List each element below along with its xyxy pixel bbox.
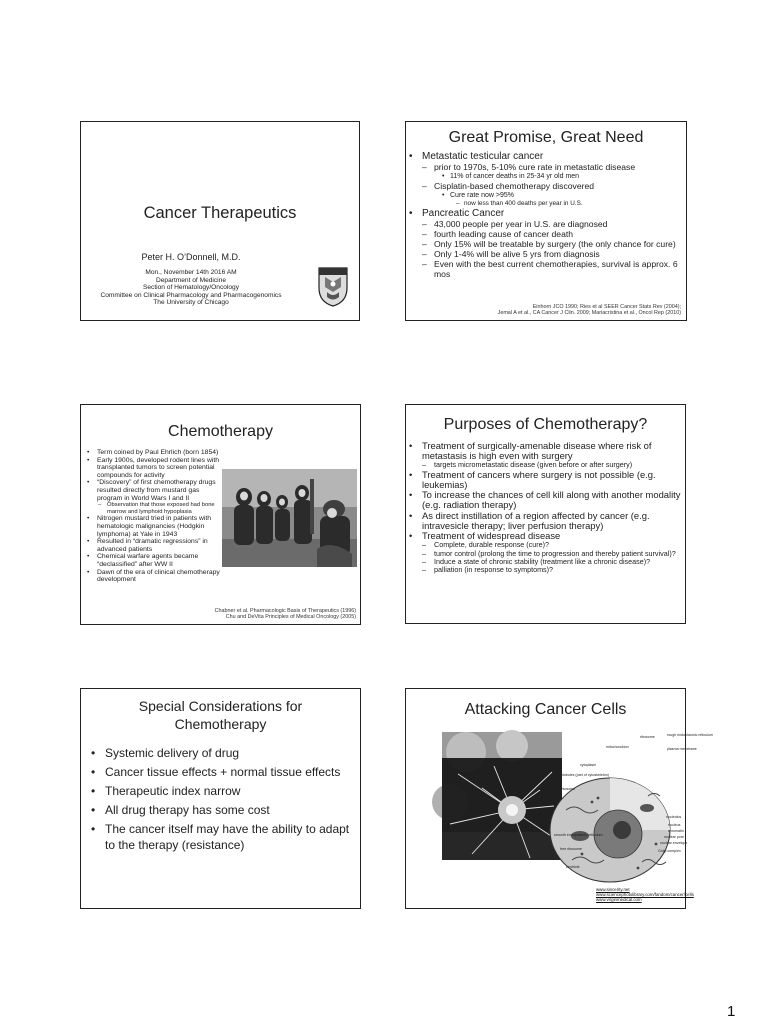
bullet-item: • Treatment of cancers where surgery is not possible (e.g. leukemias) [406, 470, 685, 490]
bullet-item: • All drug therapy has some cost [81, 802, 360, 818]
slide-title-text [81, 697, 360, 733]
bullet-item: – now less than 400 deaths per year in U.S. [406, 200, 686, 208]
bullet-item: – prior to 1970s, 5-10% cure rate in metastatic disease [406, 162, 686, 172]
label-nuclear-envelope: nuclear envelope [660, 841, 688, 845]
title-line: Special Considerations for [138, 698, 303, 714]
slide-title-text: Attacking Cancer Cells [464, 701, 627, 718]
slide-title-text: Great Promise, Great Need [448, 129, 644, 146]
bullet-item: • The cancer itself may have the ability to adapt to the therapy (resistance) [81, 821, 360, 853]
slide-title-text: Chemotherapy [168, 423, 273, 440]
label-nucleolus: nucleolus [666, 815, 682, 819]
bullet-item: – 43,000 people per year in U.S. are diagnosed [406, 219, 686, 229]
label-mitochondrion: mitochondrion [606, 745, 629, 749]
university-seal-icon [313, 262, 353, 308]
bullet-item: • Chemical warfare agents became “declassified” after WW II [83, 553, 223, 568]
slide-title-text: Cancer Therapeutics [143, 204, 297, 222]
label-plasma-membrane: plasma membrane [667, 747, 697, 751]
slide-title [80, 121, 360, 321]
affiliation-line: Committee on Clinical Pharmacology and Pharmacogenomics [100, 291, 282, 299]
bullet-item: • 11% of cancer deaths in 25-34 yr old men [406, 172, 686, 181]
citation [498, 304, 681, 317]
bullet-item: – tumor control (prolong the time to progression and thereby patient survival)? [406, 550, 685, 558]
bullet-item: • Cancer tissue effects + normal tissue effects [81, 764, 360, 780]
title-line: Chemotherapy [174, 716, 267, 732]
citation-line: Einhorn JCO 1990; Ries et al SEER Cancer Stats Rev (2004); [532, 303, 681, 310]
bullet-item: • Treatment of widespread disease [406, 531, 685, 541]
bullet-item: – Observation that those exposed had bone marrow and lymphoid hypoplasia [83, 502, 223, 515]
label-rough-er: rough endoplasmic reticulum [667, 733, 713, 737]
bullet-item: • Metastatic testicular cancer [406, 151, 686, 162]
bullet-item: – Only 1-4% will be alive 5 yrs from diagnosis [406, 249, 686, 259]
label-centriole: centriole [566, 865, 580, 869]
bullet-item: • Therapeutic index narrow [81, 783, 360, 799]
citation [215, 608, 356, 621]
label-nuclear-pore: nuclear pore [664, 835, 684, 839]
affiliation-block [81, 269, 301, 307]
slide-chemotherapy [80, 404, 361, 625]
bullet-item: • Nitrogen mustard tried in patients with hematologic malignancies (Hodgkin lymphoma) at Yale in 1943 [83, 515, 223, 538]
label-ribosome: ribosome [640, 735, 655, 739]
date-line: Mon., November 14th 2016 AM [145, 269, 237, 276]
bullet-item: • Term coined by Paul Ehrlich (born 1854) [83, 449, 223, 457]
bullet-item: • Systemic delivery of drug [81, 745, 360, 761]
label-cytoplasm: cytoplasm [580, 763, 597, 767]
slide-purposes [405, 404, 686, 624]
affiliation-line: Section of Hematology/Oncology [142, 284, 240, 292]
bullet-item: • Early 1900s, developed rodent lines with transplanted tumors to screen potential compounds for activity [83, 457, 223, 480]
author: Peter H. O’Donnell, M.D. [141, 252, 241, 262]
bullet-item: • As direct instillation of a region affected by cancer (e.g. intravesicle therapy; liver perfusion therapy) [406, 511, 685, 531]
citation-line: Chabner et al. Pharmacologic Basis of Therapeutics (1996) [214, 607, 356, 614]
bullet-item: – fourth leading cause of cancer death [406, 229, 686, 239]
label-free-ribosome: free ribosome [560, 847, 582, 851]
bullet-item: – Even with the best current chemotherapies, survival is approx. 6 mos [406, 259, 686, 279]
credit-line: www.sciencephotolibrary.com/fandom/cancer/cells [596, 892, 694, 897]
bullet-item: • Treatment of surgically-amenable disease where risk of metastasis is high even with surgery [406, 441, 685, 461]
bullet-item: • “Discovery” of first chemotherapy drugs resulted directly from mustard gas program in World Wars I and II [83, 479, 223, 502]
bullet-item: • Cure rate now >95% [406, 191, 686, 200]
citation-line: Chu and DeVita Principles of Medical Oncology (2005) [225, 614, 356, 621]
micrograph-cell [496, 730, 528, 762]
label-nucleus: nucleus [668, 823, 681, 827]
bullet-list [406, 441, 685, 575]
slide-great-promise [405, 121, 687, 321]
bullet-item: – Cisplatin-based chemotherapy discovered [406, 181, 686, 191]
slide-attacking-cancer-cells [405, 688, 713, 909]
bullet-item: – Complete, durable response (cure)? [406, 541, 685, 549]
label-microtubules: microtubules (part of cytoskeleton) [554, 773, 609, 777]
affiliation-line: Department of Medicine [155, 276, 226, 284]
bullet-list [81, 745, 360, 853]
slide-title-text: Purposes of Chemotherapy? [443, 416, 648, 433]
bullet-item: – Induce a state of chronic stability (treatment like a chronic disease)? [406, 558, 685, 566]
credit-line: www.virginmedical.com [596, 897, 642, 902]
bullet-item: – targets micrometastatic disease (given before or after surgery) [406, 461, 685, 469]
image-credits [596, 887, 694, 902]
cell-images [442, 732, 713, 900]
credit-line: www.sincerity.net [596, 887, 630, 892]
label-smooth-er: smooth endoplasmic reticulum [554, 833, 603, 837]
slide-special-considerations [80, 688, 361, 909]
label-chromatin: chromatin [668, 829, 684, 833]
nucleolus [613, 821, 631, 839]
page-number: 1 [727, 1003, 736, 1020]
bullet-list [83, 449, 223, 584]
bullet-item: • Dawn of the era of clinical chemotherapy development [83, 569, 223, 584]
historical-photo [222, 469, 357, 567]
bullet-list [406, 151, 686, 279]
label-golgi: Golgi complex [658, 849, 681, 853]
label-lysosome: lysosome [560, 787, 576, 791]
bullet-item: • Pancreatic Cancer [406, 208, 686, 219]
bullet-item: – palliation (in response to symptoms)? [406, 566, 685, 574]
bullet-item: • Resulted in “dramatic regressions” in advanced patients [83, 538, 223, 553]
citation-line: Jemal A et al., CA Cancer J Clin. 2009; Mariacristina et al., Oncol Rep (2010) [497, 310, 681, 317]
affiliation-line: The University of Chicago [153, 299, 229, 307]
bullet-item: • To increase the chances of cell kill along with another modality (e.g. radiation therapy) [406, 490, 685, 510]
bullet-item: – Only 15% will be treatable by surgery (the only chance for cure) [406, 239, 686, 249]
